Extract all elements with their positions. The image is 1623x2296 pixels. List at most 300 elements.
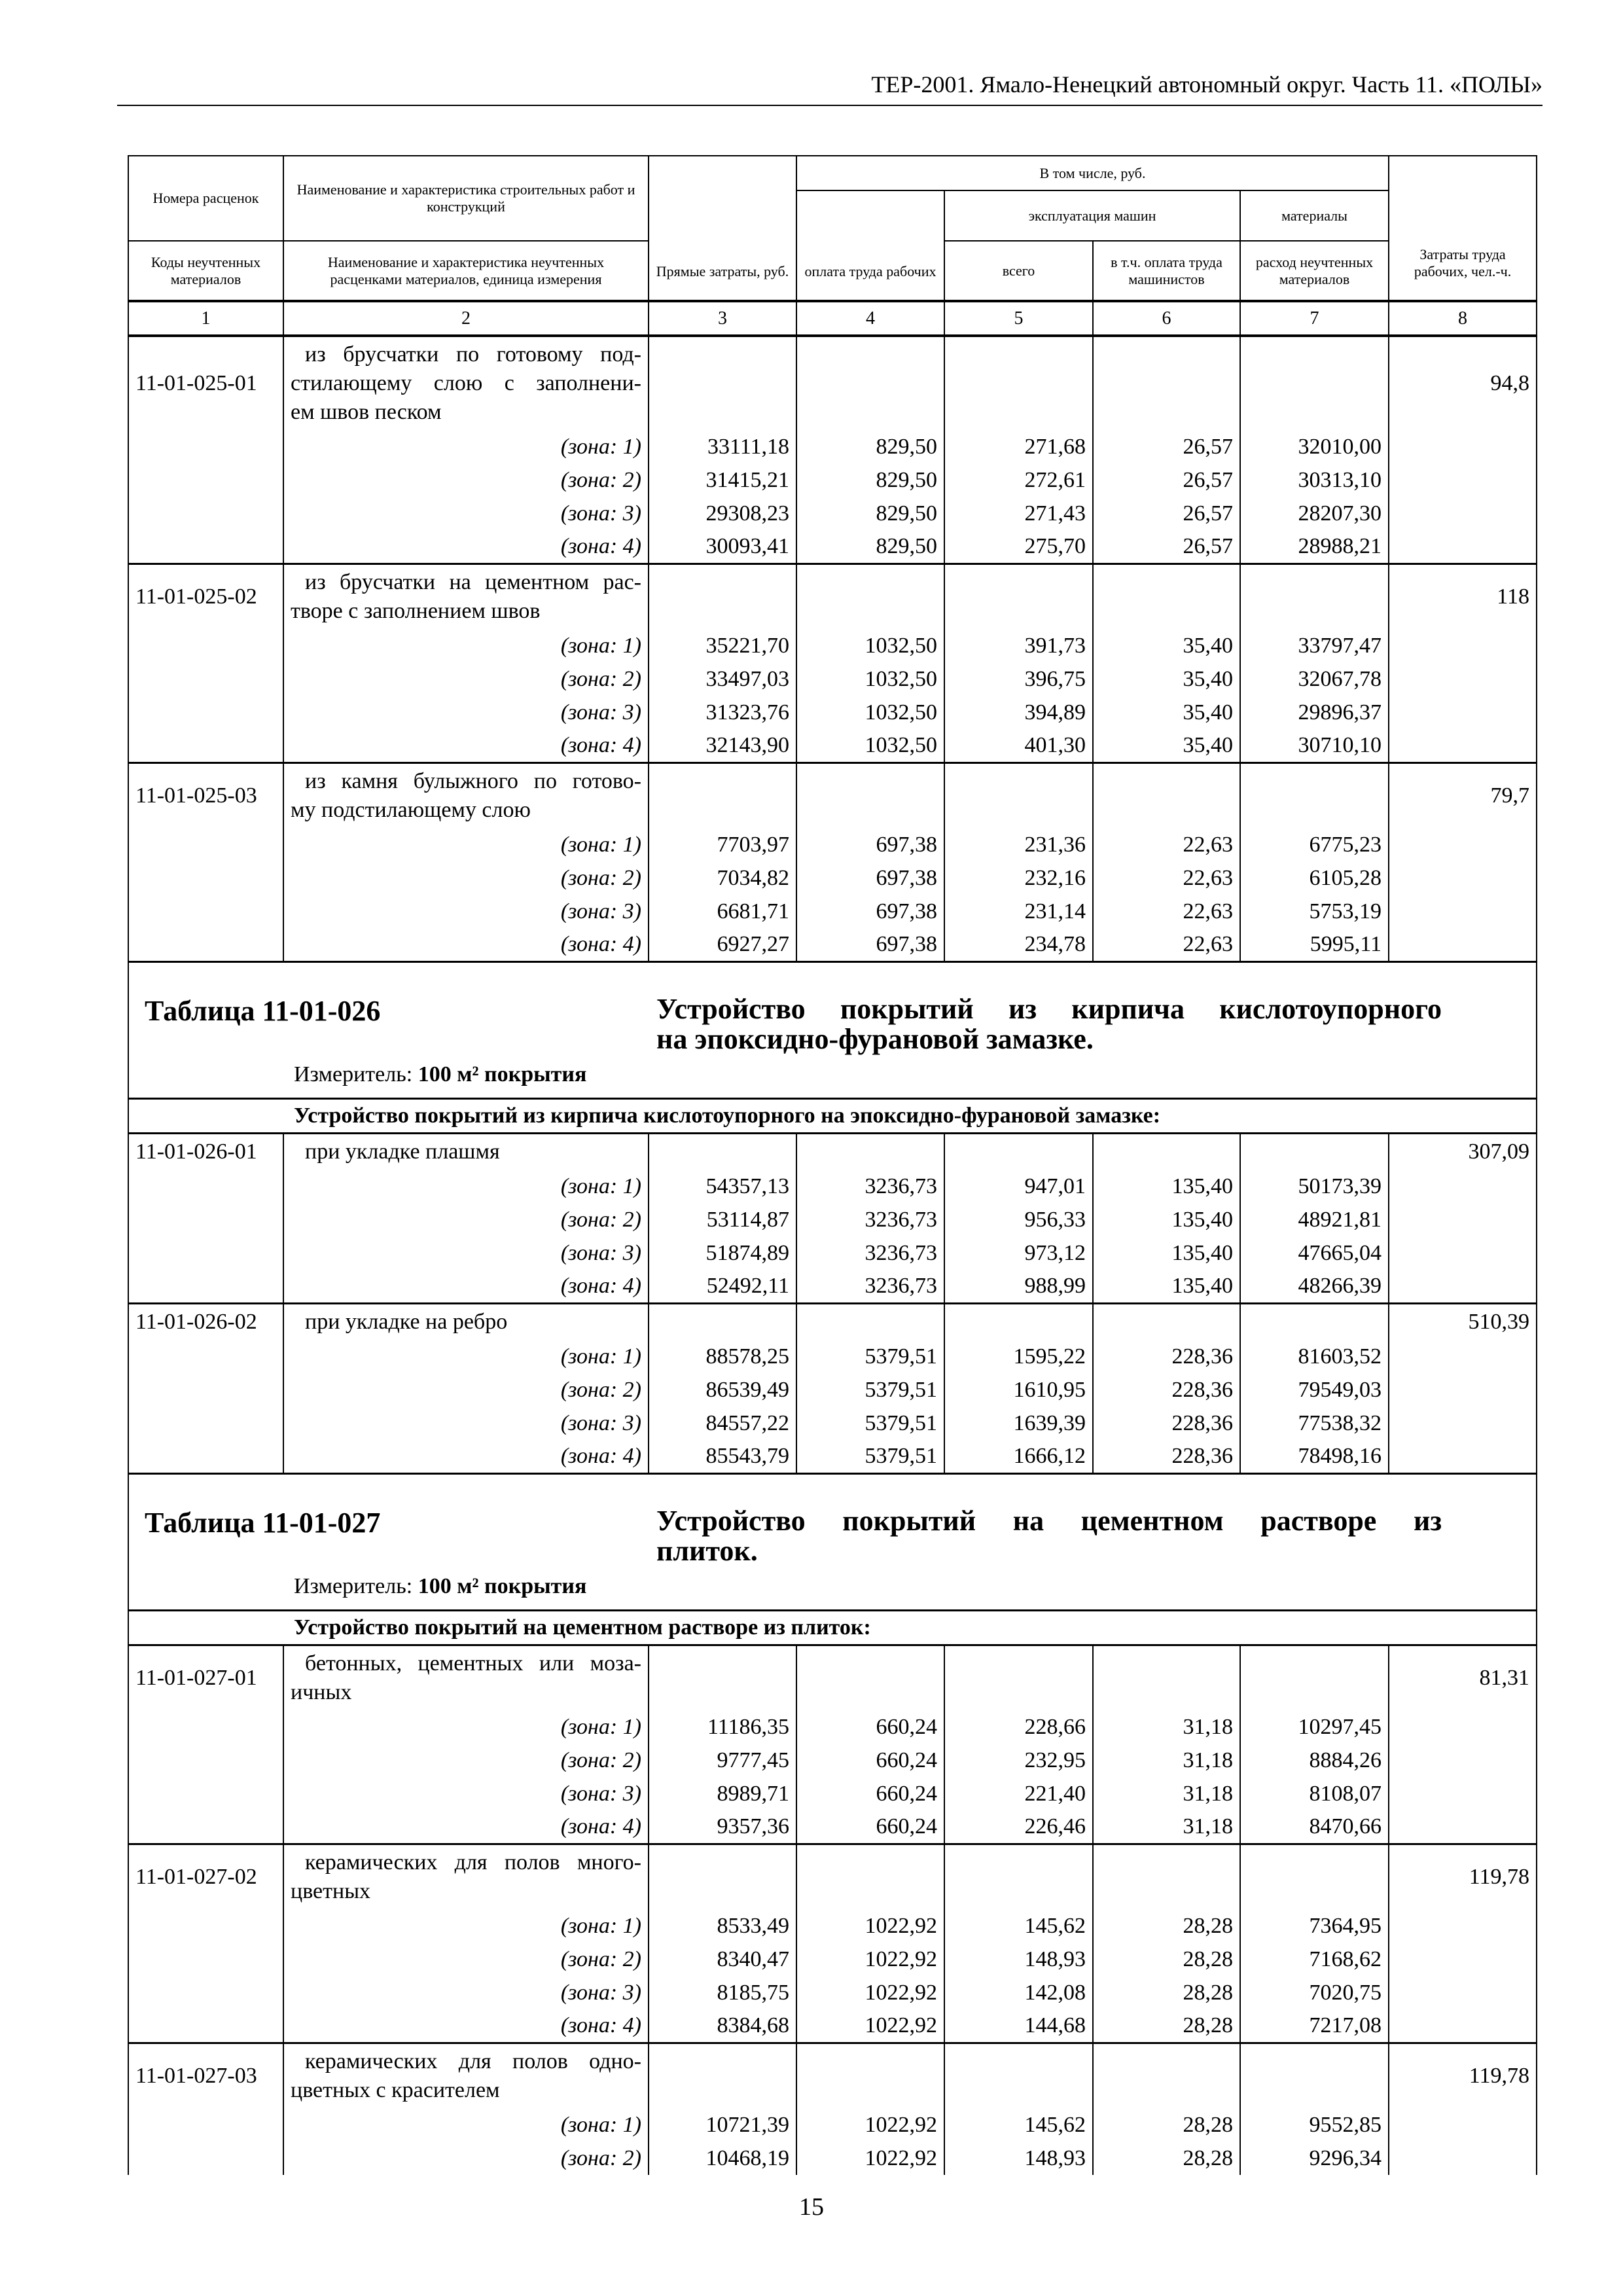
description-line: цветных [291,1878,371,1903]
measure-unit [294,1574,586,1599]
description-line: ем швов песком [291,400,442,424]
machinist-pay: 28,28 [1093,1976,1240,2009]
table-number: Таблица 11-01-027 [145,1506,381,1539]
empty-cell [1389,729,1537,762]
empty-cell [128,2142,283,2175]
direct-cost: 8384,68 [649,2009,796,2043]
direct-cost: 10721,39 [649,2108,796,2142]
materials-cost: 78498,16 [1240,1440,1389,1473]
machines-total: 232,16 [944,861,1093,895]
direct-cost: 8989,71 [649,1777,796,1810]
zone-label: (зона: 4) [283,530,649,564]
empty-cell [1389,1744,1537,1777]
direct-cost: 8533,49 [649,1909,796,1943]
empty-cell [1093,762,1240,828]
machinist-pay: 35,40 [1093,729,1240,762]
worker-pay: 697,38 [796,895,944,928]
empty-cell [1389,828,1537,861]
zone-row [128,696,1537,729]
machines-total: 231,36 [944,828,1093,861]
rate-description [283,336,649,430]
machinist-pay: 28,28 [1093,1909,1240,1943]
direct-cost: 11186,35 [649,1710,796,1744]
empty-cell [1389,1710,1537,1744]
machinist-pay: 135,40 [1093,1270,1240,1303]
rate-description [283,2043,649,2108]
machinist-pay: 31,18 [1093,1710,1240,1744]
worker-pay: 829,50 [796,530,944,564]
direct-cost: 54357,13 [649,1170,796,1203]
empty-cell [128,1407,283,1440]
empty-cell [1093,1133,1240,1170]
table-title-line: Устройство покрытий из кирпича кислотоупорного [656,992,1442,1025]
rate-code: 11-01-027-03 [128,2043,283,2108]
direct-cost: 33111,18 [649,430,796,463]
header-material-codes: Коды неучтенных материалов [128,241,283,301]
empty-cell [1240,762,1389,828]
empty-cell [128,729,283,762]
materials-cost: 8108,07 [1240,1777,1389,1810]
materials-cost: 30710,10 [1240,729,1389,762]
direct-cost: 8185,75 [649,1976,796,2009]
rate-title-row [128,2043,1537,2108]
empty-cell [1389,662,1537,696]
materials-cost: 10297,45 [1240,1710,1389,1744]
zone-row [128,1203,1537,1236]
zone-label: (зона: 2) [283,1943,649,1976]
empty-cell [649,336,796,430]
worker-pay: 1032,50 [796,662,944,696]
labor-cost: 79,7 [1389,762,1537,828]
empty-cell [1389,861,1537,895]
machinist-pay: 31,18 [1093,1777,1240,1810]
machines-total: 145,62 [944,2108,1093,2142]
zone-label: (зона: 2) [283,2142,649,2175]
table-section-cell [128,1473,1537,1610]
machines-total: 394,89 [944,696,1093,729]
worker-pay: 1022,92 [796,1909,944,1943]
price-table [128,155,1537,2175]
machines-total: 956,33 [944,1203,1093,1236]
machines-total: 973,12 [944,1236,1093,1270]
rate-code: 11-01-027-02 [128,1844,283,1909]
zone-row [128,729,1537,762]
direct-cost: 31323,76 [649,696,796,729]
machinist-pay: 135,40 [1093,1170,1240,1203]
machinist-pay: 228,36 [1093,1340,1240,1373]
materials-cost: 28988,21 [1240,530,1389,564]
empty-cell [1093,1303,1240,1340]
machines-total: 144,68 [944,2009,1093,2043]
zone-row [128,2009,1537,2043]
machinist-pay: 228,36 [1093,1440,1240,1473]
empty-cell [1389,1270,1537,1303]
empty-cell [1389,1810,1537,1844]
machinist-pay: 35,40 [1093,629,1240,662]
materials-cost: 5995,11 [1240,928,1389,961]
empty-cell [649,762,796,828]
header-machines: эксплуатация машин [944,190,1240,241]
direct-cost: 85543,79 [649,1440,796,1473]
empty-cell [1389,2142,1537,2175]
description-line: му подстилающему слою [291,797,531,822]
empty-cell [128,497,283,530]
description-line: из брусчатки по готовому под- [305,342,641,367]
empty-cell [1240,1844,1389,1909]
materials-cost: 7168,62 [1240,1943,1389,1976]
worker-pay: 5379,51 [796,1407,944,1440]
materials-cost: 8470,66 [1240,1810,1389,1844]
machines-total: 142,08 [944,1976,1093,2009]
machinist-pay: 22,63 [1093,861,1240,895]
zone-label: (зона: 1) [283,1340,649,1373]
materials-cost: 7217,08 [1240,2009,1389,2043]
empty-cell [1389,1943,1537,1976]
materials-cost: 9296,34 [1240,2142,1389,2175]
header-materials: материалы [1240,190,1389,241]
column-number: 6 [1093,301,1240,336]
direct-cost: 31415,21 [649,463,796,497]
worker-pay: 5379,51 [796,1440,944,1473]
rate-title-row [128,1844,1537,1909]
empty-cell [1093,2043,1240,2108]
machinist-pay: 22,63 [1093,928,1240,961]
empty-cell [128,1440,283,1473]
rate-description [283,1844,649,1909]
machines-total: 226,46 [944,1810,1093,1844]
zone-label: (зона: 4) [283,1810,649,1844]
description-line: ичных [291,1679,352,1704]
zone-row [128,497,1537,530]
machines-total: 231,14 [944,895,1093,928]
empty-cell [1389,2009,1537,2043]
materials-cost: 79549,03 [1240,1373,1389,1407]
table-section-cell [128,961,1537,1098]
column-number: 4 [796,301,944,336]
column-number: 2 [283,301,649,336]
machines-total: 271,43 [944,497,1093,530]
zone-row [128,928,1537,961]
empty-cell [649,1645,796,1710]
materials-cost: 5753,19 [1240,895,1389,928]
zone-row [128,1270,1537,1303]
empty-cell [128,696,283,729]
rate-title-row [128,1303,1537,1340]
machines-total: 221,40 [944,1777,1093,1810]
zone-row [128,430,1537,463]
zone-label: (зона: 1) [283,828,649,861]
machines-total: 391,73 [944,629,1093,662]
materials-cost: 7364,95 [1240,1909,1389,1943]
worker-pay: 1022,92 [796,1943,944,1976]
direct-cost: 33497,03 [649,662,796,696]
rate-code: 11-01-025-02 [128,564,283,629]
empty-cell [1389,497,1537,530]
table-number: Таблица 11-01-026 [145,994,381,1027]
description-line: творе с заполнением швов [291,598,541,623]
empty-cell [944,336,1093,430]
rate-description [283,762,649,828]
column-number: 3 [649,301,796,336]
empty-cell [1389,1440,1537,1473]
empty-cell [1389,1777,1537,1810]
machines-total: 271,68 [944,430,1093,463]
machines-total: 228,66 [944,1710,1093,1744]
machinist-pay: 135,40 [1093,1203,1240,1236]
table-title-line: на эпоксидно-фурановой замазке. [656,1022,1094,1055]
description-line: цветных с красителем [291,2077,500,2102]
materials-cost: 48266,39 [1240,1270,1389,1303]
empty-cell [128,430,283,463]
header-worker-pay: оплата труда рабочих [796,190,944,301]
table-title-line: плиток. [656,1534,758,1567]
worker-pay: 5379,51 [796,1373,944,1407]
zone-row [128,1943,1537,1976]
header-direct-costs: Прямые затраты, руб. [649,156,796,301]
worker-pay: 3236,73 [796,1170,944,1203]
header-machines-total: всего [944,241,1093,301]
worker-pay: 829,50 [796,497,944,530]
machines-total: 1610,95 [944,1373,1093,1407]
materials-cost: 77538,32 [1240,1407,1389,1440]
empty-cell [796,762,944,828]
worker-pay: 1022,92 [796,2142,944,2175]
table-subtitle-row [128,1098,1537,1133]
machines-total: 401,30 [944,729,1093,762]
direct-cost: 9777,45 [649,1744,796,1777]
rate-title-row [128,564,1537,629]
table-title-line: Устройство покрытий на цементном растворе из [656,1504,1442,1537]
empty-cell [128,1909,283,1943]
header-rate-numbers: Номера расценок [128,156,283,241]
zone-row [128,1909,1537,1943]
empty-cell [1389,895,1537,928]
column-number: 7 [1240,301,1389,336]
materials-cost: 33797,47 [1240,629,1389,662]
empty-cell [128,928,283,961]
description-line: стилающему слою с заполнени- [291,371,641,395]
empty-cell [1389,696,1537,729]
rate-code: 11-01-025-03 [128,762,283,828]
rate-description [283,1303,649,1340]
zone-label: (зона: 3) [283,1777,649,1810]
machinist-pay: 22,63 [1093,828,1240,861]
direct-cost: 51874,89 [649,1236,796,1270]
direct-cost: 88578,25 [649,1340,796,1373]
empty-cell [1389,463,1537,497]
zone-label: (зона: 2) [283,861,649,895]
labor-cost: 119,78 [1389,2043,1537,2108]
measure-label: Измеритель: [294,1573,413,1598]
empty-cell [944,1303,1093,1340]
zone-row [128,1340,1537,1373]
machines-total: 145,62 [944,1909,1093,1943]
direct-cost: 84557,22 [649,1407,796,1440]
zone-row [128,1373,1537,1407]
empty-cell [128,530,283,564]
empty-cell [1093,564,1240,629]
zone-row [128,2142,1537,2175]
empty-cell [944,564,1093,629]
materials-cost: 6105,28 [1240,861,1389,895]
empty-cell [1093,336,1240,430]
zone-label: (зона: 4) [283,1440,649,1473]
empty-cell [1389,1236,1537,1270]
direct-cost: 35221,70 [649,629,796,662]
empty-cell [1389,1909,1537,1943]
description-line: бетонных, цементных или моза- [305,1651,641,1676]
zone-label: (зона: 4) [283,928,649,961]
zone-label: (зона: 2) [283,662,649,696]
page-number: 15 [799,2193,824,2221]
zone-label: (зона: 2) [283,1373,649,1407]
materials-cost: 7020,75 [1240,1976,1389,2009]
table-section-heading [128,961,1537,1098]
zone-row [128,1440,1537,1473]
empty-cell [944,2043,1093,2108]
zone-label: (зона: 4) [283,1270,649,1303]
empty-cell [128,2108,283,2142]
materials-cost: 6775,23 [1240,828,1389,861]
table-subtitle: Устройство покрытий на цементном растворе из плиток: [128,1610,1537,1645]
empty-cell [128,463,283,497]
description-line: из камня булыжного по готово- [305,768,641,793]
materials-cost: 81603,52 [1240,1340,1389,1373]
empty-cell [128,1373,283,1407]
empty-cell [649,564,796,629]
machines-total: 275,70 [944,530,1093,564]
zone-row [128,1976,1537,2009]
empty-cell [1389,1407,1537,1440]
zone-label: (зона: 3) [283,1407,649,1440]
empty-cell [649,1844,796,1909]
table-subtitle: Устройство покрытий из кирпича кислотоупорного на эпоксидно-фурановой замазке: [128,1098,1537,1133]
empty-cell [944,1844,1093,1909]
machines-total: 988,99 [944,1270,1093,1303]
machines-total: 1666,12 [944,1440,1093,1473]
header-machinist-pay: в т.ч. оплата труда машинистов [1093,241,1240,301]
rate-code: 11-01-027-01 [128,1645,283,1710]
direct-cost: 6927,27 [649,928,796,961]
empty-cell [128,1976,283,2009]
empty-cell [1389,1203,1537,1236]
direct-cost: 9357,36 [649,1810,796,1844]
empty-cell [128,895,283,928]
machinist-pay: 28,28 [1093,1943,1240,1976]
empty-cell [1240,2043,1389,2108]
zone-label: (зона: 1) [283,1710,649,1744]
empty-cell [649,1133,796,1170]
empty-cell [128,1810,283,1844]
column-number: 1 [128,301,283,336]
empty-cell [128,1270,283,1303]
direct-cost: 7703,97 [649,828,796,861]
direct-cost: 7034,82 [649,861,796,895]
worker-pay: 3236,73 [796,1236,944,1270]
header-work-name: Наименование и характеристика строительных работ и конструкций [283,156,649,241]
empty-cell [1389,928,1537,961]
machinist-pay: 31,18 [1093,1810,1240,1844]
empty-cell [944,1133,1093,1170]
zone-row [128,1170,1537,1203]
empty-cell [1389,430,1537,463]
materials-cost: 32010,00 [1240,430,1389,463]
labor-cost: 81,31 [1389,1645,1537,1710]
empty-cell [128,1943,283,1976]
direct-cost: 6681,71 [649,895,796,928]
empty-cell [796,1303,944,1340]
empty-cell [796,1645,944,1710]
description-line: керамических для полов одно- [305,2049,641,2073]
direct-cost: 30093,41 [649,530,796,564]
zone-row [128,1777,1537,1810]
worker-pay: 660,24 [796,1744,944,1777]
machinist-pay: 28,28 [1093,2108,1240,2142]
header-labor-costs: Затраты труда рабочих, чел.-ч. [1389,156,1537,301]
worker-pay: 660,24 [796,1710,944,1744]
machines-total: 1639,39 [944,1407,1093,1440]
description-line: при укладке плашмя [305,1139,500,1164]
zone-row [128,1744,1537,1777]
machinist-pay: 26,57 [1093,497,1240,530]
labor-cost: 307,09 [1389,1133,1537,1170]
zone-row [128,895,1537,928]
table-subtitle-row [128,1610,1537,1645]
empty-cell [1093,1844,1240,1909]
machinist-pay: 28,28 [1093,2142,1240,2175]
materials-cost: 48921,81 [1240,1203,1389,1236]
direct-cost: 32143,90 [649,729,796,762]
empty-cell [128,662,283,696]
machines-total: 272,61 [944,463,1093,497]
machines-total: 396,75 [944,662,1093,696]
empty-cell [1093,1645,1240,1710]
rate-code: 11-01-025-01 [128,336,283,430]
empty-cell [944,762,1093,828]
rate-description [283,1645,649,1710]
worker-pay: 1032,50 [796,729,944,762]
empty-cell [128,1744,283,1777]
empty-cell [1389,1340,1537,1373]
materials-cost: 9552,85 [1240,2108,1389,2142]
zone-label: (зона: 1) [283,1909,649,1943]
machines-total: 148,93 [944,1943,1093,1976]
rate-title-row [128,762,1537,828]
rate-description [283,1133,649,1170]
worker-pay: 660,24 [796,1810,944,1844]
materials-cost: 47665,04 [1240,1236,1389,1270]
table-section-heading [128,1473,1537,1610]
zone-row [128,1810,1537,1844]
empty-cell [128,1170,283,1203]
rate-title-row [128,1645,1537,1710]
machinist-pay: 135,40 [1093,1236,1240,1270]
table-title [656,1506,1442,1566]
table-title [656,994,1442,1054]
zone-label: (зона: 4) [283,729,649,762]
empty-cell [1389,1373,1537,1407]
machinist-pay: 35,40 [1093,662,1240,696]
materials-cost: 28207,30 [1240,497,1389,530]
column-number: 5 [944,301,1093,336]
zone-label: (зона: 3) [283,696,649,729]
labor-cost: 94,8 [1389,336,1537,430]
empty-cell [796,336,944,430]
worker-pay: 1022,92 [796,1976,944,2009]
worker-pay: 829,50 [796,430,944,463]
materials-cost: 8884,26 [1240,1744,1389,1777]
header-material-names: Наименование и характеристика неучтенных расценками материалов, единица измерения [283,241,649,301]
